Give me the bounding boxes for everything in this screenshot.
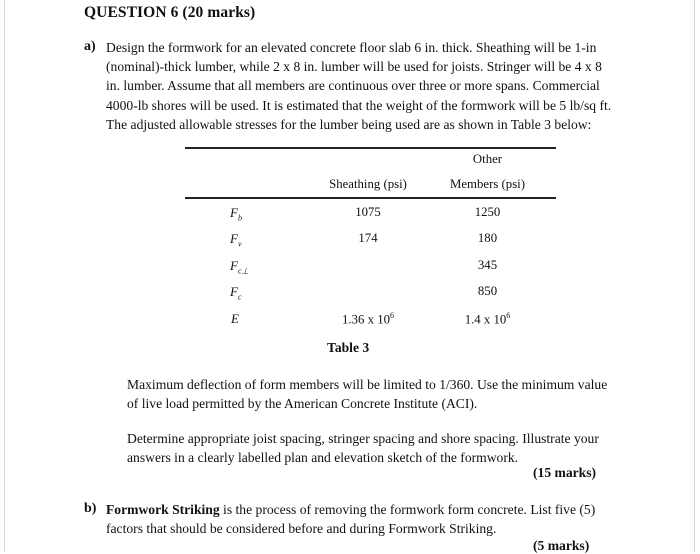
- page-right-edge: [694, 0, 695, 552]
- symbol-fc-perp: $F_{c\perp}$: [230, 258, 249, 276]
- page-left-edge: [4, 0, 5, 552]
- symbol-e: E: [231, 311, 239, 326]
- part-b-label: b): [84, 501, 97, 516]
- deflection-line: Maximum deflection of form members will be limited to 1/360. Use the minimum value: [127, 377, 608, 392]
- formwork-striking-term: Formwork Striking: [106, 502, 220, 517]
- symbol-fc: $F_c$: [230, 284, 242, 302]
- part-a-label: a): [84, 39, 96, 54]
- determine-line: answers in a clearly labelled plan and elevation sketch of the formwork.: [127, 450, 519, 466]
- determine-line: Determine appropriate joist spacing, stringer spacing and shore spacing. Illustrate your: [127, 431, 599, 446]
- cell-fv-sheathing: 174: [358, 231, 378, 245]
- part-a-intro: [106, 38, 626, 134]
- cell-fv-other: 180: [477, 231, 498, 245]
- table-header-rule: [185, 197, 556, 199]
- cell-fb-sheathing: 1075: [355, 205, 381, 219]
- part-a-line: The adjusted allowable stresses for the lumber being used are as shown in Table 3 below:: [106, 116, 592, 132]
- part-a-line: (nominal)-thick lumber, while 2 x 8 in. lumber will be used for joists. Stringer will be 4 x 8: [106, 59, 602, 75]
- header-other-line1: Other: [472, 152, 503, 166]
- determine-paragraph: [127, 429, 617, 467]
- deflection-line: of live load permitted by the American Concrete Institute (ACI).: [127, 396, 478, 412]
- symbol-fb: $F_b$: [230, 205, 242, 223]
- cell-fb-other: 1250: [474, 205, 501, 219]
- part-a-marks: (15 marks): [533, 465, 597, 480]
- part-a-line: in. lumber. Assume that all members are continuous over three or more spans. Commercial: [106, 78, 600, 94]
- question-title: QUESTION 6 (20 marks): [84, 4, 256, 21]
- cell-e-other: 1.4 x $10^6$: [464, 311, 511, 327]
- part-a-line: 4000-lb shores will be used. It is estimated that the weight of the formwork will be 5 lb/sq ft.: [106, 97, 612, 113]
- part-a-line: Design the formwork for an elevated concrete floor slab 6 in. thick. Sheathing will be 1-in: [106, 40, 597, 55]
- table-top-rule: [185, 147, 556, 149]
- part-b-text: [106, 500, 606, 538]
- cell-fcperp-other: 345: [477, 258, 498, 272]
- table-caption: Table 3: [327, 340, 370, 355]
- part-b-marks: (5 marks): [533, 538, 590, 553]
- cell-fc-other: 850: [477, 284, 498, 298]
- header-other-line2: Members (psi): [450, 177, 525, 191]
- header-sheathing: Sheathing (psi): [329, 177, 407, 191]
- cell-e-sheathing: 1.36 x $10^6$: [342, 311, 394, 327]
- deflection-paragraph: [127, 375, 617, 413]
- part-b-line: Formwork Striking is the process of removing the formwork form concrete. List five (5): [106, 502, 596, 517]
- part-b-line: factors that should be considered before and during Formwork Striking.: [106, 521, 497, 537]
- symbol-fv: $F_v$: [230, 231, 242, 249]
